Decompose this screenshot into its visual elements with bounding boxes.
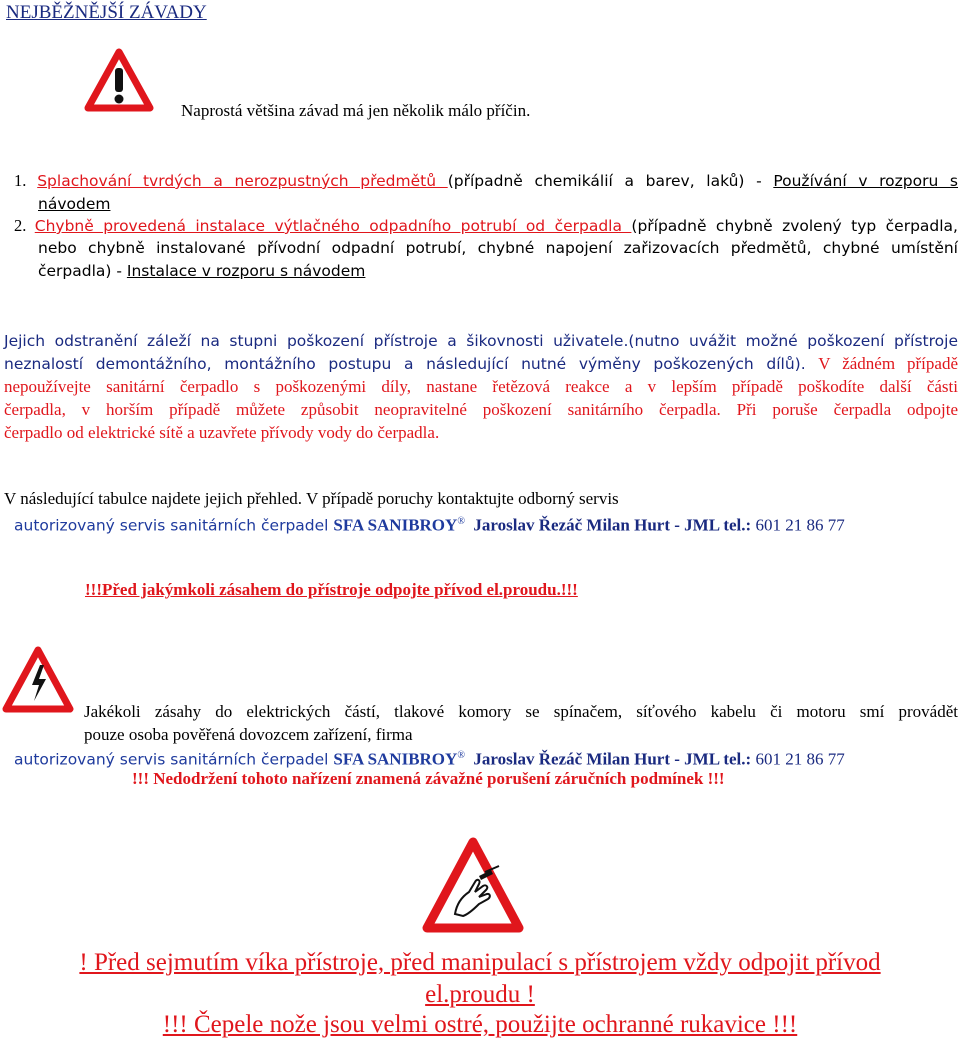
hand-cut-hazard-icon	[421, 836, 525, 941]
electric-line-1: Jakékoli zásahy do elektrických částí, tlakové komory se spínačem, síťového kabelu či motoru smí provádět	[84, 702, 958, 721]
item-link[interactable]: Chybně provedená instalace výtlačného odpadního potrubí od čerpadla	[34, 217, 632, 235]
item-tail-link-2[interactable]: návodem	[38, 195, 111, 213]
repair-line-3: nepoužívejte sanitární čerpadlo s poškozenými díly, nastane řetězová reakce a v lepším případě poškodíte další části	[4, 377, 958, 396]
item-line-2: nebo chybně instalované přívodní odpadní potrubí, chybné napojení zařizovacích předmětů, chybné umístění	[38, 239, 958, 257]
repair-text: Jejich odstranění záleží na stupni poškození přístroje a šikovnosti uživatele.	[4, 332, 629, 350]
service-phone: 601 21 86 77	[751, 515, 845, 535]
final-warning-line-3: !!! Čepele nože jsou velmi ostré, použijte ochranné rukavice !!!	[162, 1011, 798, 1038]
service-prefix: autorizovaný servis sanitárních čerpadel	[14, 516, 334, 535]
warning-unplug: !!!Před jakýmkoli zásahem do přístroje odpojte přívod el.proudu.!!!	[85, 580, 578, 599]
repair-text: neznalostí demontážního, montážního postupu a následující nutné výměny poškozených dílů).	[4, 355, 819, 373]
overview-text: V následující tabulce najdete jejich přehled. V případě poruchy kontaktujte odborný servis	[4, 489, 619, 508]
item-text: (případně chemikálií a barev, laků) -	[447, 172, 774, 190]
item-line-3-text: čerpadla) -	[38, 262, 127, 280]
list-item	[14, 214, 958, 238]
item-number: 2.	[14, 216, 27, 235]
service-brand: SFA SANIBROY	[333, 515, 458, 535]
list-item	[14, 169, 958, 193]
repair-warning-text: V žádném případě	[818, 354, 958, 373]
repair-line-4: čerpadla, v horším případě můžete způsobit neopravitelné poškození sanitárního čerpadla. Při poruše čerpadla odpojte	[4, 400, 958, 419]
repair-line-5: čerpadlo od elektrické sítě a uzavřete přívody vody do čerpadla.	[4, 423, 440, 442]
page-heading: NEJBĚŽNĚJŠÍ ZÁVADY	[6, 2, 207, 23]
service-line	[14, 510, 845, 538]
registered-mark: ®	[457, 750, 465, 761]
repair-line-2	[4, 352, 958, 377]
service-prefix: autorizovaný servis sanitárních čerpadel	[14, 750, 334, 769]
item-text: (případně chybně zvolený typ čerpadla,	[631, 217, 958, 235]
electric-hazard-icon	[2, 645, 74, 720]
warning-triangle-icon	[84, 48, 154, 117]
final-warning-line-1: ! Před sejmutím víka přístroje, před manipulací s přístrojem vždy odpojit přívod	[79, 949, 881, 976]
warning-warranty: !!! Nedodržení tohoto nařízení znamená závažné porušení záručních podmínek !!!	[132, 769, 725, 788]
intro-text: Naprostá většina závad má jen několik málo příčin.	[181, 101, 531, 120]
item-link[interactable]: Splachování tvrdých a nerozpustných předmětů	[37, 172, 448, 190]
final-warning-line-2: el.proudu !	[425, 981, 535, 1008]
repair-text: (nutno uvážit možné poškození přístroje	[628, 332, 958, 350]
service-brand: SFA SANIBROY	[333, 749, 458, 769]
registered-mark: ®	[457, 516, 465, 527]
service-phone: 601 21 86 77	[751, 749, 845, 769]
item-line-3	[38, 260, 365, 283]
repair-line-1	[4, 329, 958, 354]
item-tail-link[interactable]: Používání v rozporu s	[773, 172, 959, 190]
service-contact: Jaroslav Řezáč Milan Hurt - JML tel.:	[473, 515, 752, 535]
item-tail-continuation	[38, 192, 110, 216]
item-line-3-link[interactable]: Instalace v rozporu s návodem	[126, 262, 366, 280]
electric-line-2: pouze osoba pověřená dovozcem zařízení, firma	[84, 725, 413, 744]
service-contact: Jaroslav Řezáč Milan Hurt - JML tel.:	[473, 749, 752, 769]
item-number: 1.	[14, 171, 27, 190]
